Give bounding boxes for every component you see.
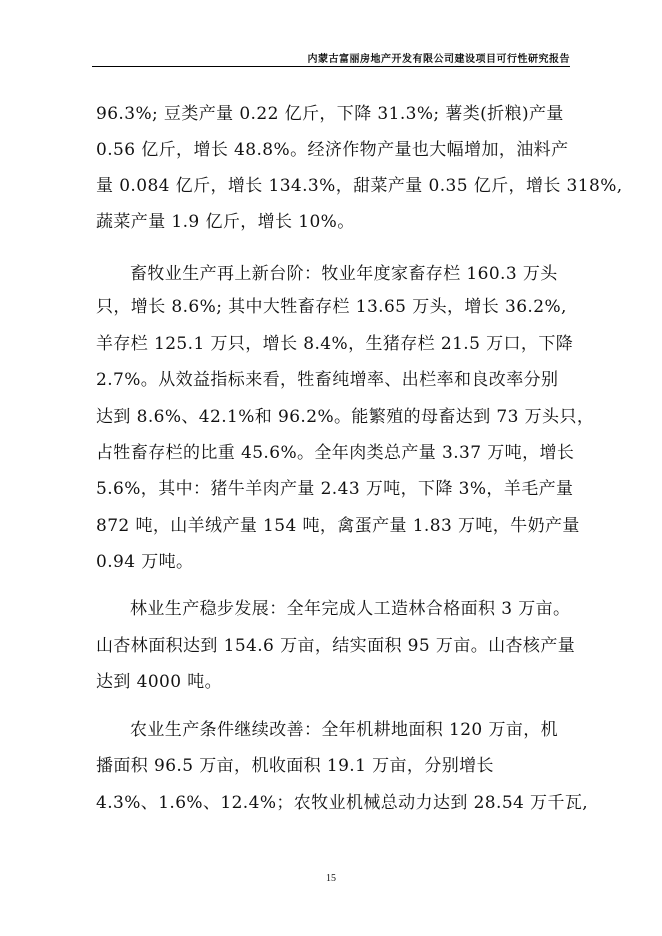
paragraph-first-line: 畜牧业生产再上新台阶：牧业年度家畜存栏 160.3 万头	[130, 264, 558, 284]
text-line: 0.94 万吨。	[96, 552, 194, 572]
text-line: 达到 4000 吨。	[96, 672, 223, 692]
text-line: 达到 8.6%、42.1%和 96.2%。能繁殖的母畜达到 73 万头只，	[96, 407, 595, 427]
text-line: 量 0.084 亿斤，增长 134.3%，甜菜产量 0.35 亿斤，增长 318%,	[96, 176, 623, 196]
text-line: 2.7%。从效益指标来看，牲畜纯增率、出栏率和良改率分别	[96, 370, 559, 390]
page-number: 15	[326, 873, 336, 884]
text-line: 羊存栏 125.1 万只，增长 8.4%，生猪存栏 21.5 万口，下降	[96, 334, 574, 354]
text-line: 只，增长 8.6%; 其中大牲畜存栏 13.65 万头，增长 36.2%,	[96, 297, 567, 317]
text-line: 蔬菜产量 1.9 亿斤，增长 10%。	[96, 212, 355, 232]
running-header: 内蒙古富丽房地产开发有限公司建设项目可行性研究报告	[307, 54, 570, 65]
text-line: 山杏林面积达到 154.6 万亩，结实面积 95 万亩。山杏核产量	[96, 636, 576, 656]
text-line: 96.3%; 豆类产量 0.22 亿斤，下降 31.3%; 薯类(折粮)产量	[96, 104, 564, 124]
text-line: 5.6%，其中：猪牛羊肉产量 2.43 万吨，下降 3%，羊毛产量	[96, 479, 574, 499]
text-line: 4.3%、1.6%、12.4%；农牧业机械总动力达到 28.54 万千瓦,	[96, 793, 589, 813]
paragraph-first-line: 林业生产稳步发展：全年完成人工造林合格面积 3 万亩。	[130, 599, 571, 619]
text-line: 0.56 亿斤，增长 48.8%。经济作物产量也大幅增加，油料产	[96, 140, 569, 160]
header-rule	[92, 66, 570, 67]
text-line: 872 吨，山羊绒产量 154 吨，禽蛋产量 1.83 万吨，牛奶产量	[96, 516, 580, 536]
text-line: 占牲畜存栏的比重 45.6%。全年肉类总产量 3.37 万吨，增长	[96, 443, 575, 463]
paragraph-first-line: 农业生产条件继续改善：全年机耕地面积 120 万亩，机	[130, 720, 559, 740]
text-line: 播面积 96.5 万亩，机收面积 19.1 万亩，分别增长	[96, 756, 494, 776]
